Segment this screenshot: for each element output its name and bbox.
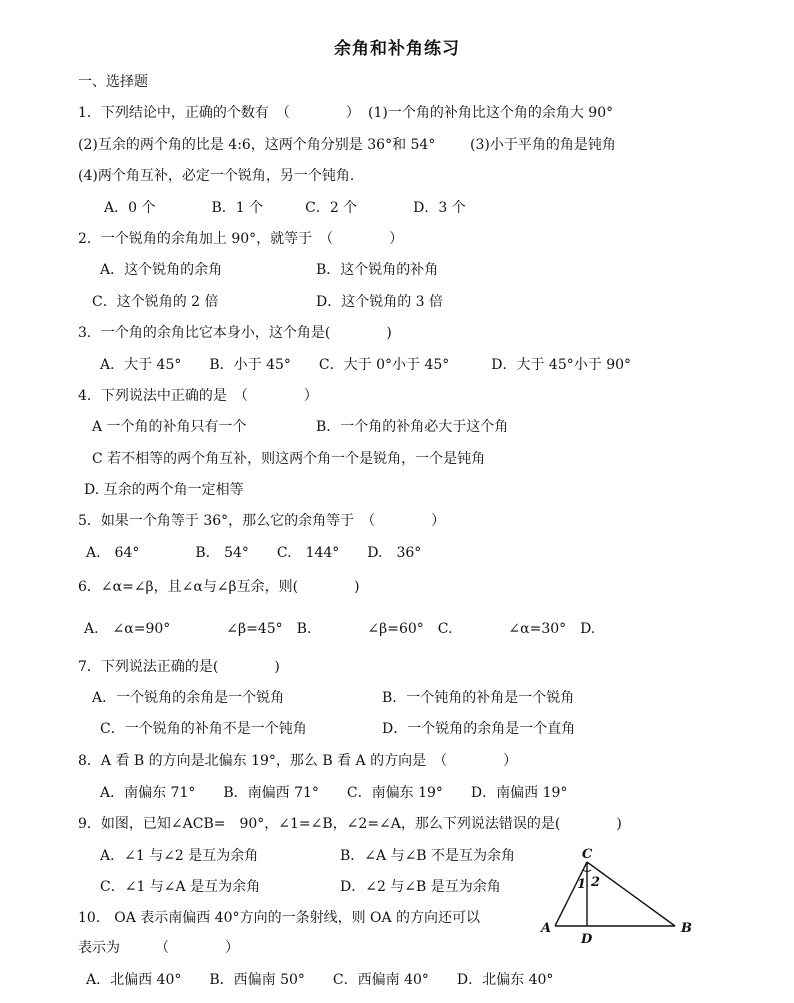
- side-ac: [555, 862, 587, 926]
- q1-statement-3: (3)小于平角的角是钝角: [470, 137, 616, 153]
- q8-stem: 8．A 看 B 的方向是北偏东 19°，那么 B 看 A 的方向是 （ ）: [78, 753, 518, 769]
- q7-option-c: C．一个锐角的补角不是一个钝角: [100, 721, 307, 737]
- q5-options: A. 64° B. 54° C. 144° D. 36°: [86, 545, 422, 561]
- label-a: A: [541, 921, 552, 936]
- q4-option-c: C 若不相等的两个角互补，则这两个角一个是锐角，一个是钝角: [92, 451, 486, 467]
- q2-option-b: B．这个锐角的补角: [316, 262, 439, 278]
- label-angle-1: 1: [577, 877, 587, 892]
- q1-statement-1: (1)一个角的补角比这个角的余角大 90°: [368, 105, 614, 121]
- q9-option-c: C．∠1 与∠A 是互为余角: [100, 879, 261, 895]
- q9-option-a: A．∠1 与∠2 是互为余角: [100, 848, 259, 864]
- q9-option-b: B．∠A 与∠B 不是互为余角: [340, 848, 516, 864]
- q2-stem: 2．一个锐角的余角加上 90°，就等于 （ ）: [78, 231, 404, 247]
- q6-stem: 6．∠α=∠β，且∠α与∠β互余，则( ): [78, 579, 360, 595]
- label-d: D: [581, 932, 593, 947]
- q9-option-d: D．∠2 与∠B 是互为余角: [340, 879, 501, 895]
- q3-options: A．大于 45° B．小于 45° C．大于 0°小于 45° D．大于 45°小于 90°: [100, 357, 632, 373]
- q2-option-a: A．这个锐角的余角: [100, 262, 223, 278]
- label-b: B: [681, 921, 692, 936]
- q10-stem-continued: 表示为 （ ）: [78, 940, 239, 956]
- q1-stem: 1．下列结论中，正确的个数有 （ ）: [78, 105, 360, 121]
- worksheet-title: 余角和补角练习: [334, 39, 460, 59]
- q1-options: A．0 个 B．1 个 C．2 个 D．3 个: [104, 200, 466, 216]
- q10-stem: 10. OA 表示南偏西 40°方向的一条射线，则 OA 的方向还可以: [78, 910, 481, 926]
- q5-stem: 5．如果一个角等于 36°，那么它的余角等于 （ ）: [78, 513, 446, 529]
- q2-option-d: D．这个锐角的 3 倍: [316, 294, 444, 310]
- q4-option-d: D. 互余的两个角一定相等: [84, 482, 244, 498]
- q6-options: A. ∠α=90° ∠β=45° B. ∠β=60° C. ∠α=30° D.: [84, 621, 596, 637]
- q1-statement-4: (4)两个角互补，必定一个锐角，另一个钝角．: [78, 168, 364, 184]
- q4-stem: 4．下列说法中正确的是 （ ）: [78, 388, 318, 404]
- q4-option-a: A 一个角的补角只有一个: [92, 419, 247, 435]
- side-cb: [587, 862, 675, 926]
- q3-stem: 3．一个角的余角比它本身小，这个角是( ): [78, 325, 392, 341]
- q9-stem: 9．如图，已知∠ACB= 90°，∠1=∠B，∠2=∠A，那么下列说法错误的是( ): [78, 816, 622, 832]
- triangle-figure: [530, 842, 700, 952]
- q4-option-b: B．一个角的补角必大于这个角: [316, 419, 509, 435]
- q7-option-d: D．一个锐角的余角是一个直角: [382, 721, 576, 737]
- q10-options: A．北偏西 40° B．西偏南 50° C．西偏南 40° D．北偏东 40°: [86, 972, 554, 988]
- q7-option-a: A．一个锐角的余角是一个锐角: [92, 690, 285, 706]
- label-angle-2: 2: [591, 875, 601, 890]
- q1-statement-2: (2)互余的两个角的比是 4:6，这两个角分别是 36°和 54°: [78, 137, 436, 153]
- q8-options: A．南偏东 71° B．南偏西 71° C．南偏东 19° D．南偏西 19°: [100, 785, 568, 801]
- section-heading: 一、选择题: [78, 74, 148, 90]
- q2-option-c: C．这个锐角的 2 倍: [92, 294, 219, 310]
- q7-option-b: B．一个钝角的补角是一个锐角: [382, 690, 575, 706]
- label-c: C: [582, 847, 593, 862]
- q7-stem: 7．下列说法正确的是( ): [78, 659, 280, 675]
